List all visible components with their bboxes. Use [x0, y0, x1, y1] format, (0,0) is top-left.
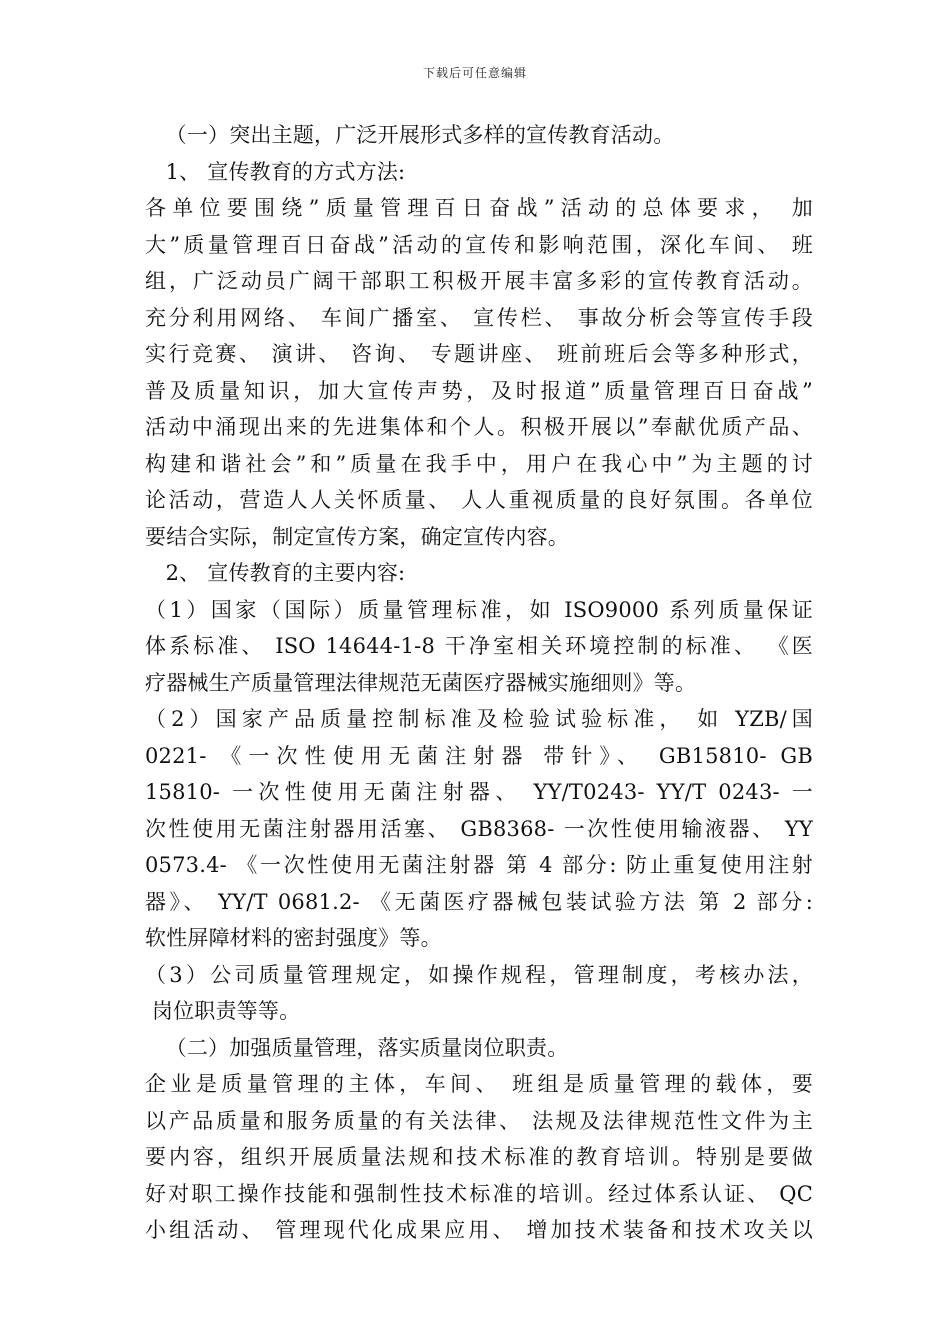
text-line: 次性使用无菌注射器用活塞、 GB8368- 一次性使用输液器、 YY — [145, 816, 813, 841]
text-line: （1）国家（国际）质量管理标准，如 ISO9000 系列质量保证 — [145, 597, 813, 622]
text-line: 以产品质量和服务质量的有关法律、 法规及法律规范性文件为主 — [145, 1108, 813, 1133]
text-line: 各单位要围绕”质量管理百日奋战”活动的总体要求， 加 — [145, 196, 813, 220]
text-line: （二）加强质量管理，落实质量岗位职责。 — [145, 1035, 569, 1060]
text-line: 普及质量知识，加大宣传声势，及时报道”质量管理百日奋战” — [145, 378, 813, 403]
text-line: 疗器械生产质量管理法律规范无菌医疗器械实施细则》等。 — [145, 670, 697, 695]
text-line: 论活动，营造人人关怀质量、 人人重视质量的良好氛围。各单位 — [145, 488, 813, 512]
text-line: 15810- 一次性使用无菌注射器、 YY/T0243- YY/T 0243- 一 — [145, 780, 813, 804]
text-line: 构建和谐社会”和”质量在我手中，用户在我心中”为主题的讨 — [145, 451, 813, 476]
text-line: 要结合实际，制定宣传方案，确定宣传内容。 — [145, 524, 569, 549]
text-line: 岗位职责等等。 — [145, 999, 301, 1023]
text-line: 好对职工操作技能和强制性技术标准的培训。经过体系认证、 QC — [145, 1181, 813, 1206]
body-text — [145, 117, 813, 1249]
text-line: 活动中涌现出来的先进集体和个人。积极开展以”奉献优质产品、 — [145, 415, 813, 439]
text-line: （3）公司质量管理规定，如操作规程，管理制度，考核办法， — [145, 962, 813, 987]
text-line: 0573.4- 《一次性使用无菌注射器 第 4 部分: 防止重复使用注射 — [145, 853, 813, 877]
text-line: 企业是质量管理的主体，车间、 班组是质量管理的载体，要 — [145, 1072, 813, 1096]
text-line: 2、 宣传教育的主要内容: — [145, 561, 406, 585]
text-line: 实行竞赛、 演讲、 咨询、 专题讲座、 班前班后会等多种形式， — [145, 342, 813, 366]
text-line: 器》、 YY/T 0681.2- 《无菌医疗器械包装试验方法 第 2 部分: — [145, 889, 813, 914]
text-line: 0221- 《一次性使用无菌注射器 带针》、 GB15810- GB — [145, 743, 813, 768]
text-line: 组，广泛动员广阔干部职工积极开展丰富多彩的宣传教育活动。 — [145, 269, 813, 293]
header-note: 下载后可任意编辑 — [422, 66, 527, 80]
text-line: （一）突出主题，广泛开展形式多样的宣传教育活动。 — [145, 123, 675, 147]
text-line: 要内容，组织开展质量法规和技术标准的教育培训。特别是要做 — [145, 1145, 813, 1169]
text-line: 1、 宣传教育的方式方法: — [145, 159, 406, 184]
text-line: 软性屏障材料的密封强度》等。 — [145, 926, 442, 950]
text-line: 体系标准、 ISO 14644-1-8 干净室相关环境控制的标准、 《医 — [145, 634, 813, 658]
text-line: 大”质量管理百日奋战”活动的宣传和影响范围，深化车间、 班 — [145, 232, 813, 257]
text-line: 充分利用网络、 车间广播室、 宣传栏、 事故分析会等宣传手段 — [145, 305, 813, 330]
text-line: （2）国家产品质量控制标准及检验试验标准， 如 YZB/国 — [145, 707, 813, 731]
text-line: 小组活动、 管理现代化成果应用、 增加技术装备和技术攻关以 — [145, 1218, 813, 1242]
